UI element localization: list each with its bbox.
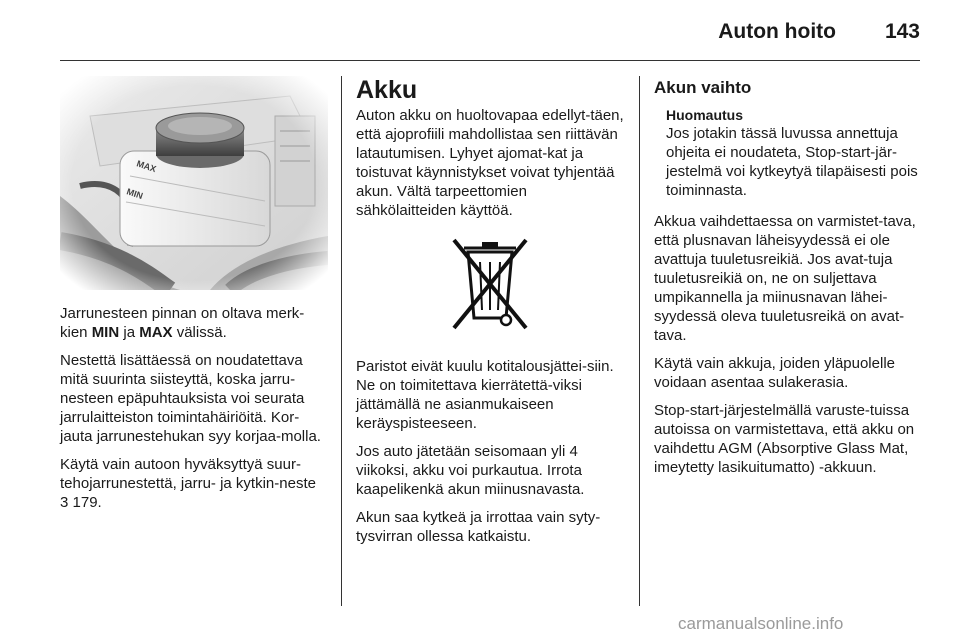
- note-text: Jos jotakin tässä luvussa annettuja ohjeita ei noudateta, Stop-start-jär-jestelmä voi kytkeytyä tilapäisesti pois toiminnasta.: [666, 125, 918, 199]
- battery-parking-text: Jos auto jätetään seisomaan yli 4 viikoksi, akku voi purkautua. Irrota kaapelikenkä akun miinusnavasta.: [356, 443, 585, 498]
- agm-battery-text: Stop-start-järjestelmällä varuste-tuissa autoissa on varmistettava, että akku on vaihdettu AGM (Absorptive Glass Mat, imeytetty lasikuitumatto) -akkuun.: [654, 402, 915, 476]
- column-divider-right: [639, 76, 640, 606]
- vent-holes-text: Akkua vaihdettaessa on varmistet-tava, että plusnavan läheisyydessä ei ole avattuja tuuletusreikiä. Jos avat-tuja tuuletusreikiä on, ne on suljettava umpikannella ja miinusnavan lähei-syydessä oleva tuuletusreikä on avat-tava.: [654, 213, 916, 344]
- battery-replacement-heading: Akun vaihto: [654, 78, 752, 97]
- crossed-out-wheelie-bin-icon: [450, 234, 530, 334]
- page-number: 143: [884, 20, 920, 43]
- column-battery-replacement: [654, 76, 924, 486]
- brake-fluid-cleanliness-text: Nestettä lisättäessä on noudatettava mitä suurinta siisteyttä, koska jarru-nesteen epäpuhtauksista voi seurata jarrulaitteiston toimintahäiriöitä. Kor-jauta jarrunestehukan syy korjaa-molla.: [60, 352, 321, 445]
- page-header: [60, 0, 920, 61]
- battery-ignition-text: Akun saa kytkeä ja irrottaa vain syty-tysvirran ollessa katkaistu.: [356, 509, 601, 545]
- brake-fluid-reservoir-image: [60, 76, 328, 290]
- max-label: MAX: [139, 324, 173, 341]
- min-label: MIN: [91, 324, 120, 341]
- column-battery: [356, 76, 624, 555]
- page-reference-link[interactable]: 179.: [68, 494, 102, 511]
- page-reference-arrow-icon[interactable]: 3: [60, 494, 69, 511]
- battery-heading: Akku: [356, 76, 418, 104]
- note-title: Huomautus: [666, 107, 743, 123]
- brake-fluid-level-text: Jarrunesteen pinnan on oltava merk-kien MIN ja MAX välissä.: [60, 305, 305, 341]
- brake-fluid-approval-text: Käytä vain autoon hyväksyttyä suur-tehojarrunestettä, jarru- ja kytkin-neste 3 179.: [60, 456, 316, 511]
- column-brake-fluid: [60, 76, 328, 521]
- note-box: [654, 106, 924, 200]
- column-divider-left: [341, 76, 342, 606]
- battery-disposal-text: Paristot eivät kuulu kotitalousjättei-siin. Ne on toimitettava kierrätettä-viksi jättämällä ne asianmukaiseen keräyspisteeseen.: [356, 358, 614, 432]
- watermark: carmanualsonline.info: [678, 614, 844, 633]
- chapter-title: Auton hoito: [718, 20, 836, 43]
- fuse-box-text: Käytä vain akkuja, joiden yläpuolelle voidaan asentaa sulakerasia.: [654, 355, 895, 391]
- battery-maintenance-text: Auton akku on huoltovapaa edellyt-täen, että ajoprofiili mahdollistaa sen riittävän latautumisen. Lyhyet ajomat-kat ja toistuvat käynnistykset voivat tyhjentää akun. Vältä tarpeettomien sähkölaitteiden käyttöä.: [356, 107, 624, 219]
